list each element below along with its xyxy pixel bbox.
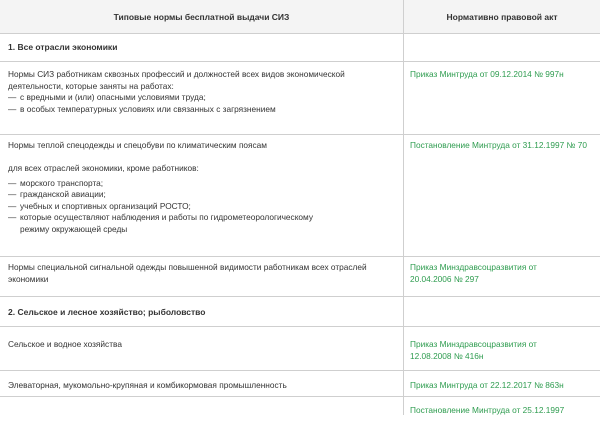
column-divider [403,0,404,415]
norm-cell [8,262,378,285]
bullet-item: — гражданской авиации; [8,189,393,201]
header-col-act: Нормативно правовой акт [446,12,558,22]
act-link[interactable]: Приказ Минтруда от 09.12.2014 № 997н [410,69,564,79]
table-row [0,327,600,371]
section-title: 1. Все отрасли экономики [8,42,118,52]
table-row [0,257,600,297]
norm-text: Сельское и водное хозяйства [8,339,122,349]
section-title: 2. Сельское и лесное хозяйство; рыболовство [8,307,206,317]
act-link[interactable]: Приказ Минтруда от 22.12.2017 № 863н [410,380,564,390]
table-row [0,62,600,135]
section-title-row [0,34,600,62]
norm-text: Нормы специальной сигнальной одежды повышенной видимости работникам всех отраслей экономики [8,262,367,284]
table-row [0,135,600,257]
bullet-item: — которые осуществляют наблюдения и работы по гидрометеорологическому режиму окружающей среды [8,212,340,235]
norm-cell [8,140,393,235]
norm-text: Нормы теплой спецодежды и спецобуви по климатическим поясам [8,140,268,150]
header-col-norms: Типовые нормы бесплатной выдачи СИЗ [113,12,290,22]
bullet-item: — учебных и спортивных организаций РОСТО; [8,201,393,213]
act-link[interactable]: Приказ Минздравсоцразвития от 20.04.2006 № 297 [410,262,537,284]
act-link[interactable]: Постановление Минтруда от 31.12.1997 № 70 [410,140,587,150]
norm-cell [8,339,393,351]
norm-subtext: для всех отраслей экономики, кроме работников: [8,163,199,173]
section-title-row [0,297,600,327]
norm-text: Нормы СИЗ работникам сквозных профессий и должностей всех видов экономической деятельности, которые заняты на работах: [8,69,345,91]
act-link[interactable]: Приказ Минздравсоцразвития от 12.08.2008 № 416н [410,339,537,361]
table-row [0,397,600,427]
table-header [0,0,600,34]
bullet-item: — в особых температурных условиях или связанных с загрязнением [8,104,393,116]
norm-text: Элеваторная, мукомольно-крупяная и комбикормовая промышленность [8,380,287,390]
bullet-item: — морского транспорта; [8,178,393,190]
act-link[interactable]: Постановление Минтруда от 25.12.1997 [410,405,565,415]
bullet-item: — с вредными и (или) опасными условиями труда; [8,92,393,104]
table-row [0,371,600,397]
norm-cell [8,69,393,115]
norm-cell [8,380,393,392]
